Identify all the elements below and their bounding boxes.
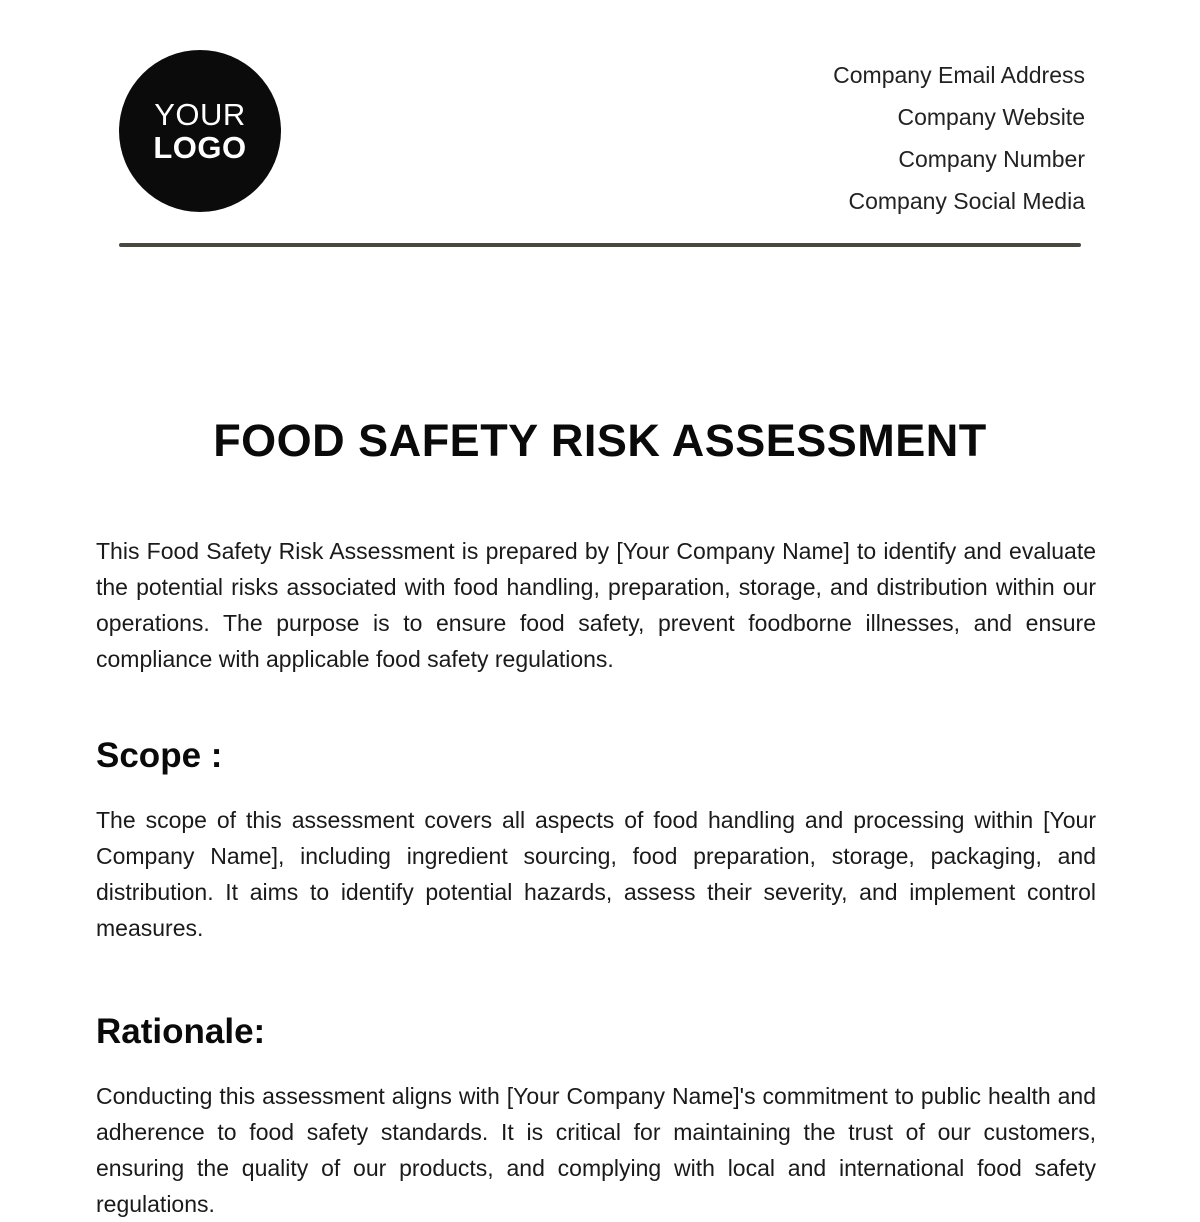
company-number: Company Number [898, 146, 1085, 172]
intro-paragraph: This Food Safety Risk Assessment is prepared by [Your Company Name] to identify and evaluate the potential risks associated with food handling, preparation, storage, and distribution within our operations. The purpose is to ensure food safety, prevent foodborne illnesses, and ensure compliance with applicable food safety regulations. [96, 538, 1096, 672]
company-contact-block [833, 54, 1085, 222]
company-email: Company Email Address [833, 62, 1085, 88]
scope-paragraph: The scope of this assessment covers all aspects of food handling and processing within [Your Company Name], including ingredient sourcing, food preparation, storage, packaging, and distribution. It aims to identify potential hazards, assess their severity, and implement control measures. [96, 807, 1096, 941]
header-divider [119, 243, 1081, 247]
scope-heading: Scope : [96, 736, 223, 775]
company-website: Company Website [897, 104, 1085, 130]
rationale-paragraph: Conducting this assessment aligns with [Your Company Name]'s commitment to public health and adherence to food safety standards. It is critical for maintaining the trust of our customers, ensuring the quality of our products, and complying with local and international food safety regulations. [96, 1083, 1096, 1217]
company-social-media: Company Social Media [848, 188, 1085, 214]
document-title: FOOD SAFETY RISK ASSESSMENT [213, 415, 987, 466]
logo-text-line2: LOGO [153, 130, 247, 165]
logo-text-line1: YOUR [154, 97, 246, 132]
rationale-heading: Rationale: [96, 1012, 266, 1051]
company-logo [119, 50, 281, 212]
